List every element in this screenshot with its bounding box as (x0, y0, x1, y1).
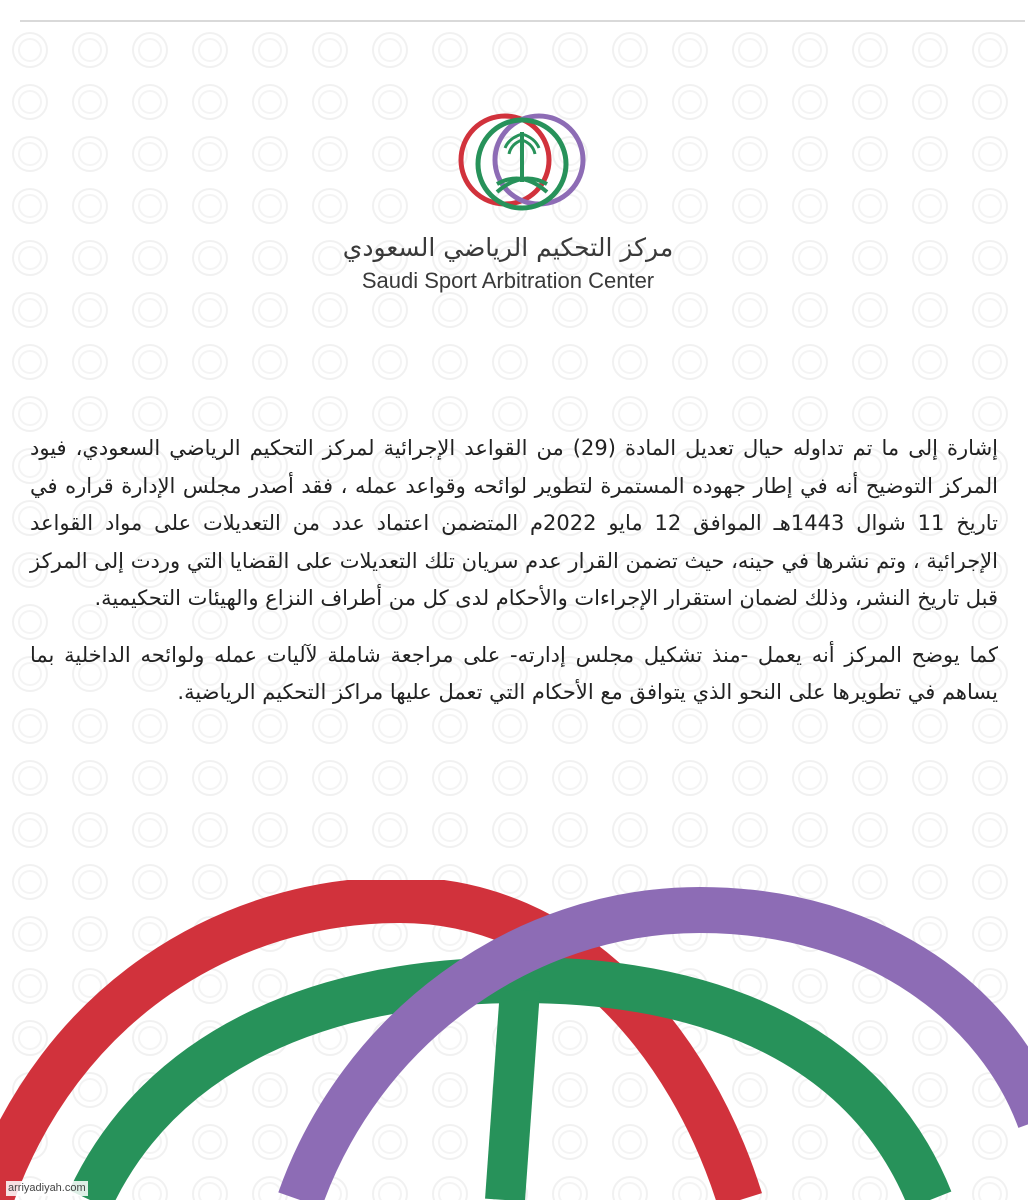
center-logo-icon (447, 104, 597, 224)
top-divider (20, 20, 1025, 22)
organization-name-arabic: مركز التحكيم الرياضي السعودي (342, 233, 674, 262)
statement-body (30, 430, 998, 712)
organization-name-english: Saudi Sport Arbitration Center (361, 268, 655, 293)
statement-paragraph-1: إشارة إلى ما تم تداوله حيال تعديل المادة (29) من القواعد الإجرائية لمركز التحكيم الرياضي السعودي، فيود المركز التوضيح أنه في إطار جهوده المستمرة لتطوير لوائحه وقواعد عمله ، فقد أصدر مجلس الإدارة قراره في تاريخ 11 شوال 1443هـ الموافق 12 مايو 2022م المتضمن اعتماد عدد من التعديلات على مواد القواعد الإجرائية ، وتم نشرها في حينه، حيث تضمن القرار عدم سريان تلك التعديلات على القضايا التي وردت إلى المركز قبل تاريخ النشر، وذلك لضمان استقرار الإجراءات والأحكام لدى كل من أطراف النزاع والهيئات التحكيمية. (30, 436, 999, 610)
statement-paragraph-2: كما يوضح المركز أنه يعمل -منذ تشكيل مجلس إدارته- على مراجعة شاملة لآليات عمله ولوائحه الداخلية بما يساهم في تطويرها على النحو الذي يتوافق مع الأحكام التي تعمل عليها مراكز التحكيم الرياضية. (30, 642, 998, 704)
source-watermark: arriyadiyah.com (8, 1182, 86, 1194)
decorative-rings-icon (0, 880, 1028, 1200)
